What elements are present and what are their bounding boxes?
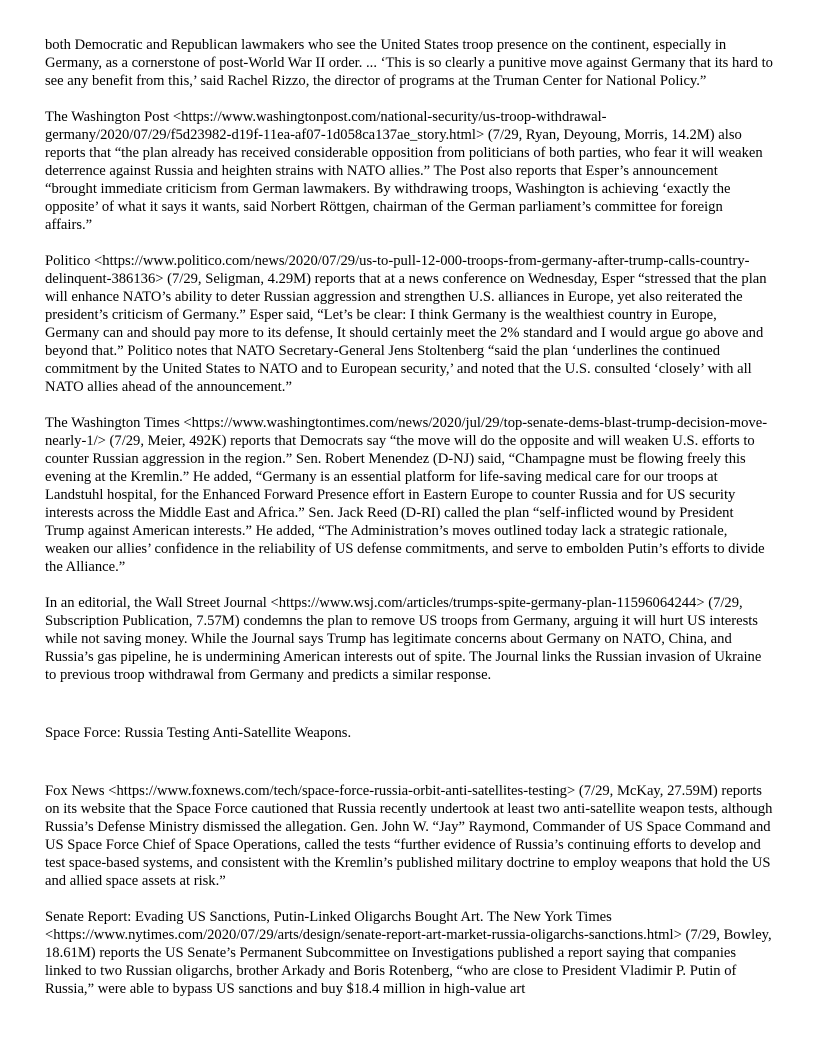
section-heading-space-force: Space Force: Russia Testing Anti-Satellite Weapons. (45, 725, 352, 741)
paragraph-washington-times: The Washington Times <https://www.washingtontimes.com/news/2020/jul/29/top-senate-dems-blast-trump-decision-move-nearly-1/> (7/29, Meier, 492K) reports that Democrats say “the move will do the opposite and will weaken U.S. efforts to counter Russian aggression in the region.” Sen. Robert Menendez (D-NJ) said, “Champagne must be flowing freely this evening at the Kremlin.” He added, “Germany is an essential platform for life-saving medical care for our troops at Landstuhl hospital, for the Enhanced Forward Presence effort in Eastern Europe to counter Russia and for US security interests across the Middle East and Africa.” Sen. Jack Reed (D-RI) called the plan “self-inflicted wound by President Trump against American interests.” He added, “The Administration’s moves outlined today lack a strategic rationale, weaken our allies’ confidence in the reliability of US defense commitments, and serve to embolden Putin’s efforts to divide the Alliance.” (45, 415, 768, 575)
document-page (45, 36, 773, 1016)
paragraph-senate-report: Senate Report: Evading US Sanctions, Putin-Linked Oligarchs Bought Art. The New York Times <https://www.nytimes.com/2020/07/29/arts/design/senate-report-art-market-russia-oligarchs-sanctions.html> (7/29, Bowley, 18.61M) reports the US Senate’s Permanent Subcommittee on Investigations published a report saying that companies linked to two Russian oligarchs, brother Arkady and Boris Rotenberg, “who are close to President Vladimir P. Putin of Russia,” were able to bypass US sanctions and buy $18.4 million in high-value art (45, 909, 772, 997)
paragraph-wall-street-journal: In an editorial, the Wall Street Journal <https://www.wsj.com/articles/trumps-spite-germany-plan-11596064244> (7/29, Subscription Publication, 7.57M) condemns the plan to remove US troops from Germany, arguing it will hurt US interests while not saving money. While the Journal says Trump has legitimate concerns about Germany on NATO, China, and Russia’s gas pipeline, he is undermining American interests out of spite. The Journal links the Russian invasion of Ukraine to previous troop withdrawal from Germany and predicts a similar response. (45, 595, 762, 683)
paragraph-lawmakers-continuation: both Democratic and Republican lawmakers who see the United States troop presence on the continent, especially in Germany, as a cornerstone of post-World War II order. ... ‘This is so clearly a punitive move against Germany that its hard to see any benefit from this,’ said Rachel Rizzo, the director of programs at the Truman Center for National Policy.” (45, 37, 773, 89)
paragraph-fox-news: Fox News <https://www.foxnews.com/tech/space-force-russia-orbit-anti-satellites-testing> (7/29, McKay, 27.59M) reports on its website that the Space Force cautioned that Russia recently undertook at least two anti-satellite weapon tests, although Russia’s Defense Ministry dismissed the allegation. Gen. John W. “Jay” Raymond, Commander of US Space Command and US Space Force Chief of Space Operations, called the tests “further evidence of Russia’s continuing efforts to develop and test space-based systems, and consistent with the Kremlin’s published military doctrine to employ weapons that hold the US and allied space assets at risk.” (45, 783, 773, 889)
paragraph-politico: Politico <https://www.politico.com/news/2020/07/29/us-to-pull-12-000-troops-from-germany-after-trump-calls-country-delinquent-386136> (7/29, Seligman, 4.29M) reports that at a news conference on Wednesday, Esper “stressed that the plan will enhance NATO’s ability to deter Russian aggression and strengthen U.S. alliances in Europe, yet also reiterated the president’s criticism of Germany.” Esper said, “Let’s be clear: I think Germany is the wealthiest country in Europe, Germany can and should pay more to its defense, It should certainly meet the 2% standard and I would argue go above and beyond that.” Politico notes that NATO Secretary-General Jens Stoltenberg “said the plan ‘underlines the continued commitment by the United States to NATO and to European security,’ and noted that the U.S. consulted ‘closely’ with all NATO allies ahead of the announcement.” (45, 253, 767, 395)
paragraph-washington-post: The Washington Post <https://www.washingtonpost.com/national-security/us-troop-withdrawal-germany/2020/07/29/f5d23982-d19f-11ea-af07-1d058ca137ae_story.html> (7/29, Ryan, Deyoung, Morris, 14.2M) also reports that “the plan already has received considerable opposition from politicians of both parties, who fear it will weaken deterrence against Russia and heighten strains with NATO allies.” The Post also reports that Esper’s announcement “brought immediate criticism from German lawmakers. By withdrawing troops, Washington is achieving ‘exactly the opposite’ of what it says it wants, said Norbert Röttgen, chairman of the German parliament’s committee for foreign affairs.” (45, 109, 763, 233)
